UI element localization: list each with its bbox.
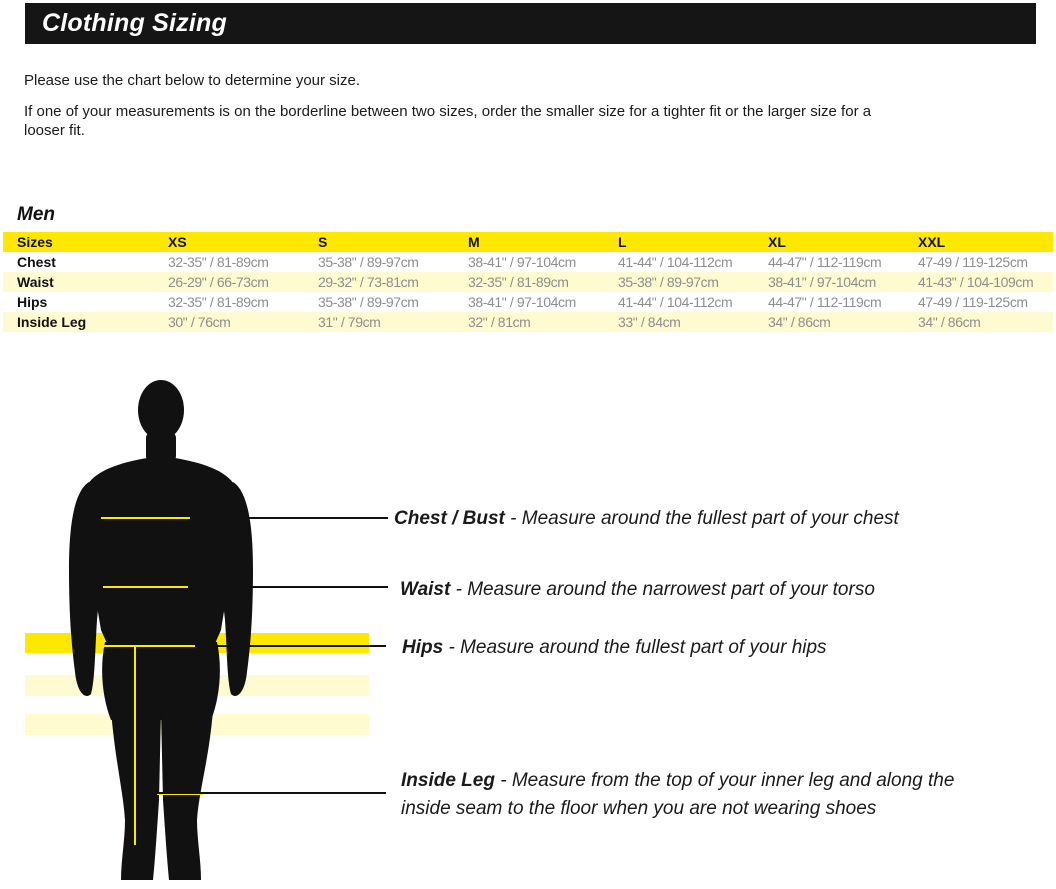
size-header-m: M bbox=[468, 234, 480, 250]
leader-line-waist bbox=[188, 586, 388, 588]
body-silhouette-icon bbox=[25, 380, 265, 885]
intro-line-2: If one of your measurements is on the borderline between two sizes, order the smaller size for a tighter fit or the larger size for a looser fit. bbox=[24, 103, 872, 139]
row-label: Chest bbox=[17, 254, 56, 270]
table-cell: 41-44" / 104-112cm bbox=[618, 294, 733, 310]
size-header-s: S bbox=[318, 234, 328, 250]
callout-term: Waist bbox=[400, 579, 451, 600]
callout-hips bbox=[402, 634, 827, 662]
table-cell: 32-35" / 81-89cm bbox=[168, 254, 269, 270]
callout-term: Hips bbox=[402, 637, 444, 658]
table-cell: 30" / 76cm bbox=[168, 314, 231, 330]
table-cell: 38-41" / 97-104cm bbox=[468, 294, 576, 310]
size-header-xxl: XXL bbox=[918, 234, 946, 250]
leader-line-hips bbox=[196, 645, 386, 647]
table-cell: 35-38" / 89-97cm bbox=[318, 254, 419, 270]
header-bar bbox=[25, 3, 1036, 44]
table-cell: 32-35" / 81-89cm bbox=[168, 294, 269, 310]
size-header-l: L bbox=[618, 234, 627, 250]
intro-line-1: Please use the chart below to determine your size. bbox=[24, 72, 361, 89]
table-row-hips bbox=[3, 292, 1053, 312]
table-cell: 31" / 79cm bbox=[318, 314, 381, 330]
size-header-xl: XL bbox=[768, 234, 786, 250]
callout-term: Inside Leg bbox=[401, 770, 495, 791]
table-cell: 41-43" / 104-109cm bbox=[918, 274, 1034, 290]
size-chart-table bbox=[3, 232, 1053, 332]
table-cell: 38-41" / 97-104cm bbox=[468, 254, 576, 270]
table-cell: 35-38" / 89-97cm bbox=[318, 294, 419, 310]
row-label: Waist bbox=[17, 274, 54, 290]
callout-desc: - Measure from the top of your inner leg and along the bbox=[494, 770, 955, 791]
size-header-xs: XS bbox=[168, 234, 187, 250]
table-cell: 34" / 86cm bbox=[768, 314, 831, 330]
table-cell: 26-29" / 66-73cm bbox=[168, 274, 269, 290]
callout-desc: - Measure around the fullest part of your hips bbox=[443, 637, 827, 658]
table-header-row bbox=[3, 232, 1053, 252]
row-label: Inside Leg bbox=[17, 314, 87, 330]
table-cell: 38-41" / 97-104cm bbox=[768, 274, 876, 290]
table-cell: 41-44" / 104-112cm bbox=[618, 254, 733, 270]
callout-desc: - Measure around the fullest part of your chest bbox=[504, 508, 899, 529]
page-title: Clothing Sizing bbox=[42, 9, 227, 37]
leader-line-chest bbox=[190, 517, 388, 519]
table-cell: 47-49 / 119-125cm bbox=[918, 254, 1028, 270]
table-cell: 32-35" / 81-89cm bbox=[468, 274, 569, 290]
table-cell: 44-47" / 112-119cm bbox=[768, 294, 882, 310]
header-label: Sizes bbox=[17, 234, 53, 250]
table-row-inside-leg bbox=[3, 312, 1053, 332]
table-row-chest bbox=[3, 252, 1053, 272]
section-title-men: Men bbox=[17, 204, 55, 225]
table-cell: 35-38" / 89-97cm bbox=[618, 274, 719, 290]
leader-line-inside-leg bbox=[138, 792, 386, 794]
table-cell: 44-47" / 112-119cm bbox=[768, 254, 882, 270]
callout-waist bbox=[400, 576, 875, 604]
callout-chest bbox=[394, 505, 899, 533]
table-cell: 32" / 81cm bbox=[468, 314, 531, 330]
table-cell: 47-49 / 119-125cm bbox=[918, 294, 1028, 310]
table-cell: 34" / 86cm bbox=[918, 314, 981, 330]
callout-inside-leg bbox=[401, 767, 954, 823]
callout-desc: - Measure around the narrowest part of your torso bbox=[450, 579, 875, 600]
table-cell: 29-32" / 73-81cm bbox=[318, 274, 419, 290]
table-cell: 33" / 84cm bbox=[618, 314, 681, 330]
table-row-waist bbox=[3, 272, 1053, 292]
callout-term: Chest / Bust bbox=[394, 508, 505, 529]
callout-desc-line-2: inside seam to the floor when you are not wearing shoes bbox=[401, 798, 877, 819]
row-label: Hips bbox=[17, 294, 48, 310]
